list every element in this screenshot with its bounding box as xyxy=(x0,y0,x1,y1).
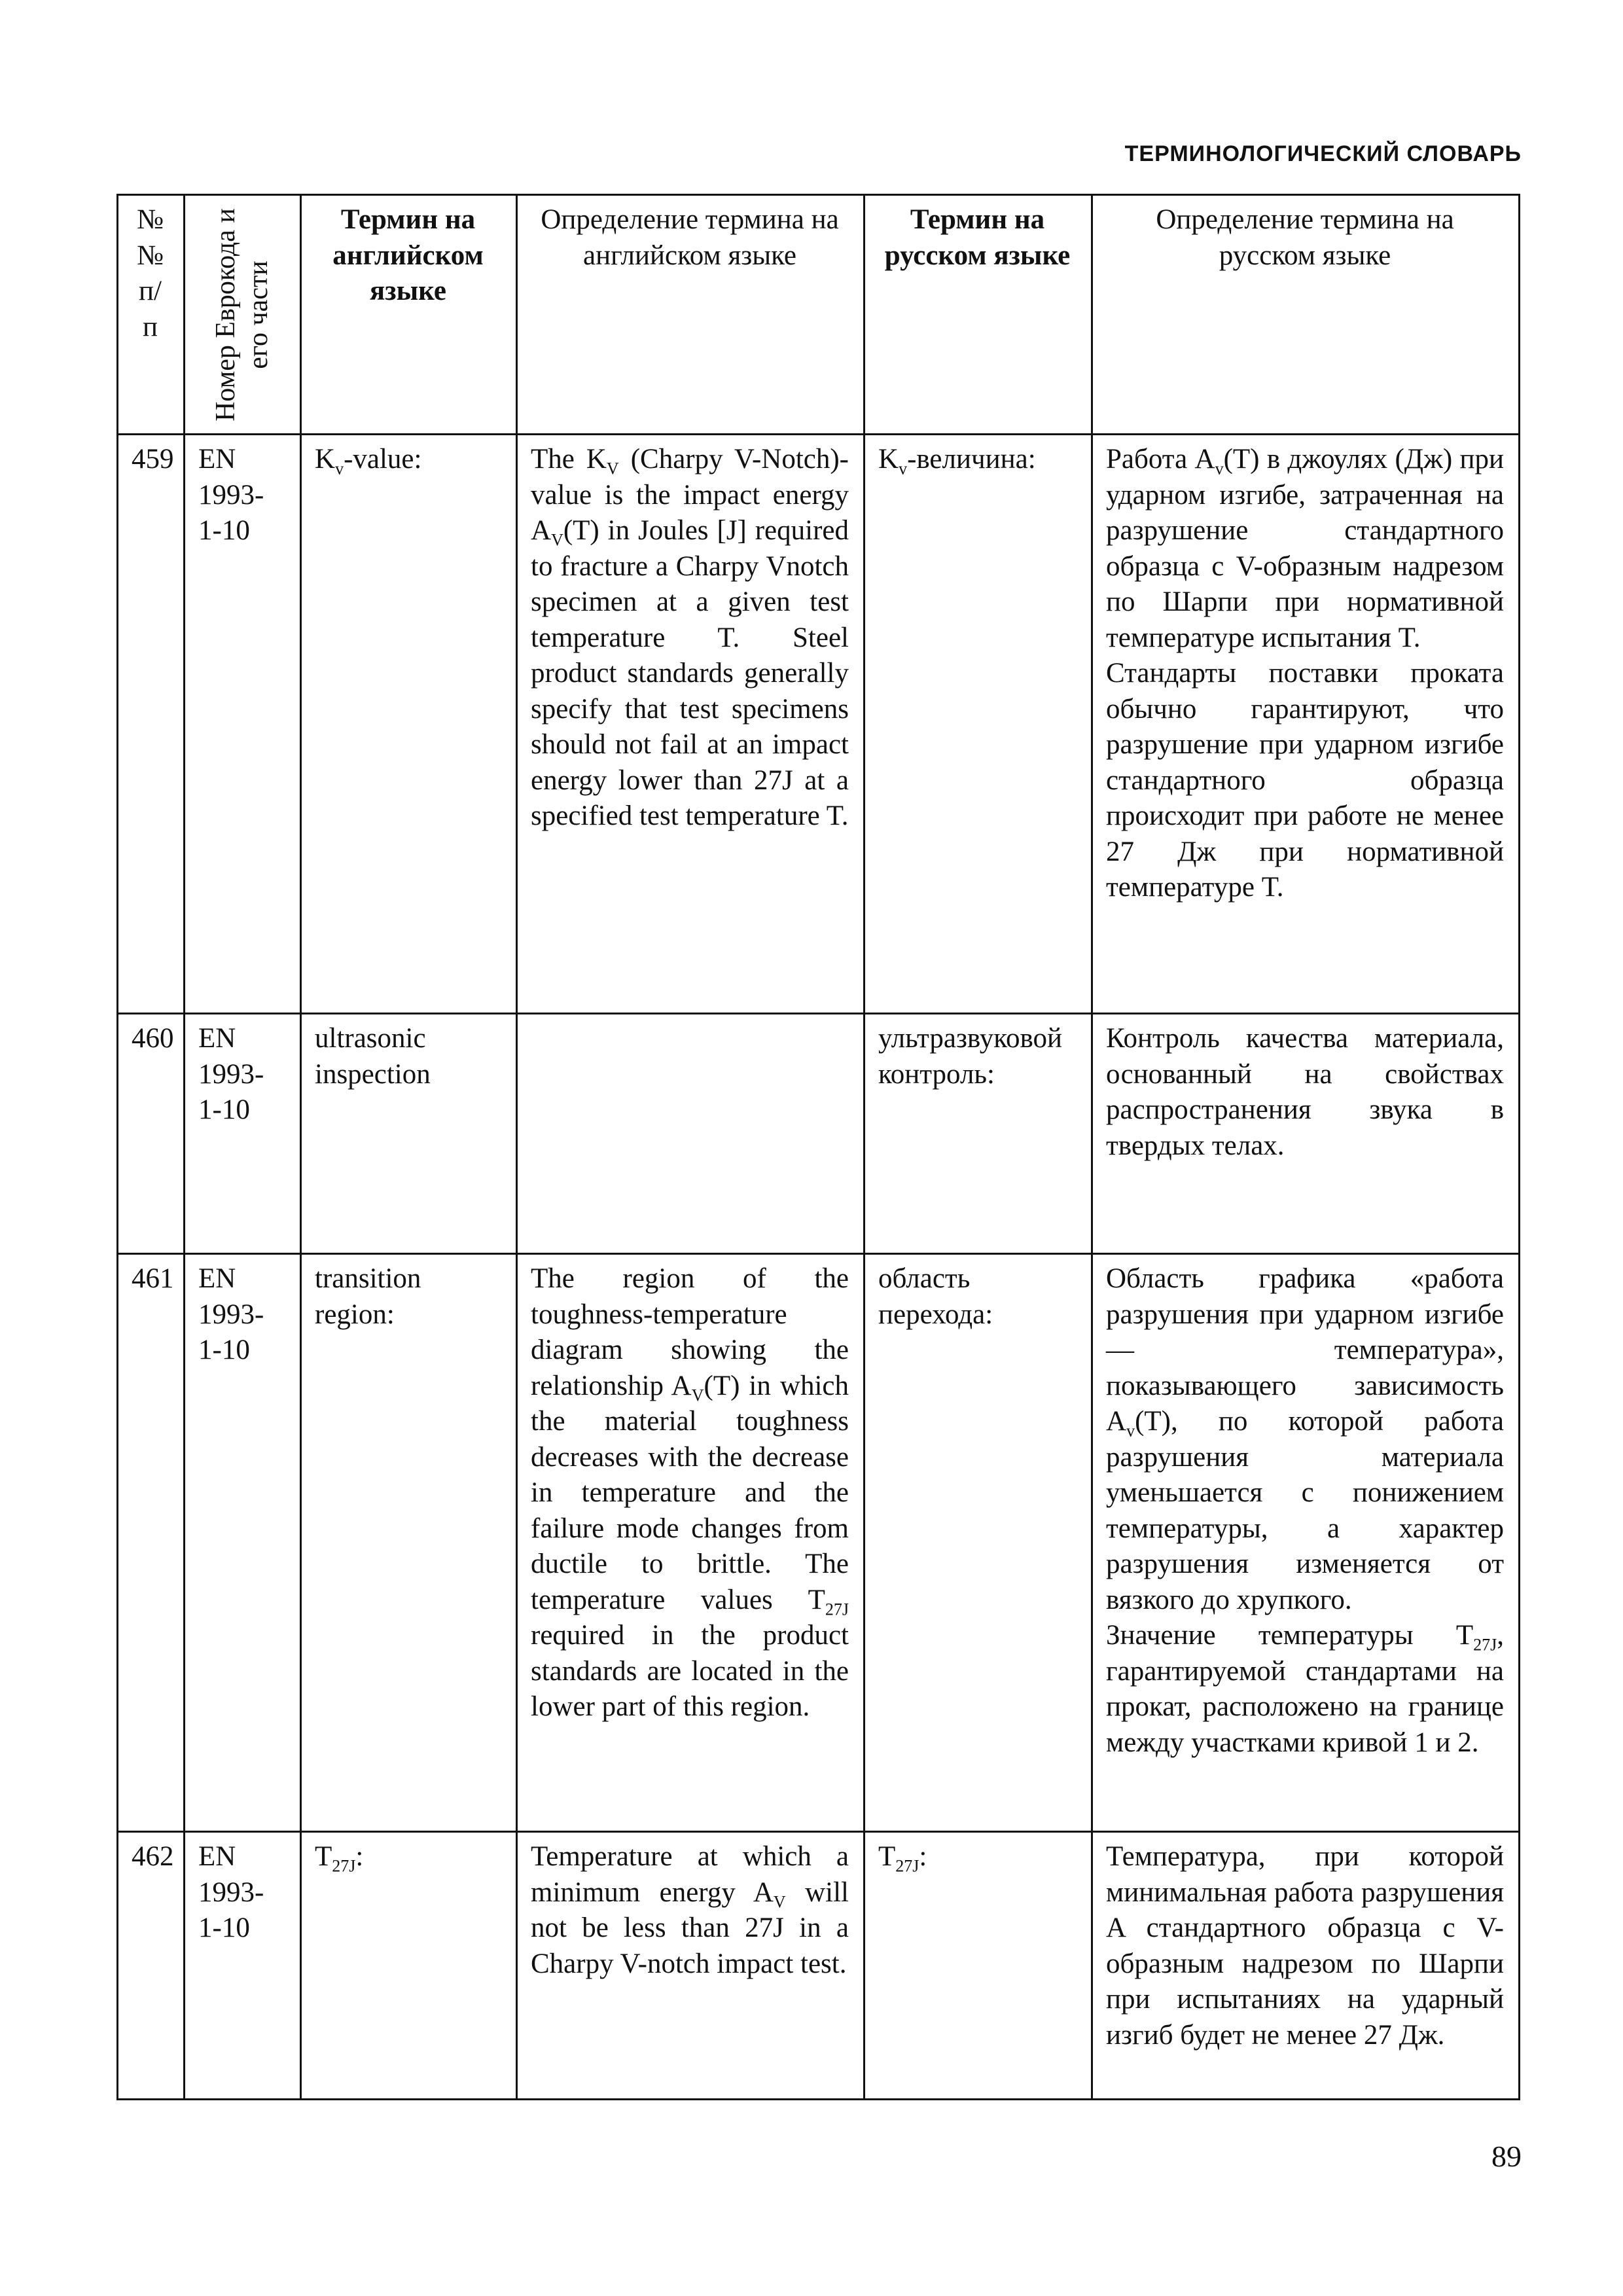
header-number: №№ п/п xyxy=(118,195,185,435)
eurocode-ref: EN 1993-1-10 xyxy=(185,1014,301,1254)
definition-en: The region of the toughness-temperature diagram showing the relationship $A_V(T)$ in which the material toughness decreases with the decrease in temperature and the failure mode changes from ductile to brittle. The temperature values $T_{27J}$ required in the product standards are located in the lower part of this region. xyxy=(517,1254,865,1832)
definition-en xyxy=(517,1014,865,1254)
definition-ru: Контроль качества материала, основанный на свойствах распространения звука в твердых телах. xyxy=(1092,1014,1520,1254)
term-ru: область перехода: xyxy=(865,1254,1092,1832)
eurocode-ref: EN 1993-1-10 xyxy=(185,1832,301,2100)
running-head: ТЕРМИНОЛОГИЧЕСКИЙ СЛОВАРЬ xyxy=(1124,141,1522,166)
page-number: 89 xyxy=(1491,2140,1522,2173)
entry-number: 459 xyxy=(118,435,185,1014)
entry-number: 462 xyxy=(118,1832,185,2100)
definition-ru: Область графика «работа разрушения при ударном изгибе — температура», показывающего зависимость $A_v(T)$, по которой работа разрушения материала уменьшается с понижением температуры, а характер разрушения изменяется от вязкого до хрупкого. Значение температуры $T_{27J}$, гарантируемой стандартами на прокат, расположено на границе между участками кривой 1 и 2. xyxy=(1092,1254,1520,1832)
term-ru: $T_{27J}$: xyxy=(865,1832,1092,2100)
table-header-row xyxy=(118,195,1520,435)
header-term-ru: Термин на русском языке xyxy=(865,195,1092,435)
term-ru: $K_v$-величина: xyxy=(865,435,1092,1014)
term-en: $K_v$-value: xyxy=(301,435,517,1014)
eurocode-ref: EN 1993-1-10 xyxy=(185,1254,301,1832)
table-row xyxy=(118,1014,1520,1254)
header-def-ru: Определение термина на русском языке xyxy=(1092,195,1520,435)
header-eurocode-label: Номер Еврокода и его части xyxy=(210,207,274,422)
eurocode-ref: EN 1993-1-10 xyxy=(185,435,301,1014)
header-term-en: Термин на английском языке xyxy=(301,195,517,435)
term-ru: ультразвуковой контроль: xyxy=(865,1014,1092,1254)
term-en: $T_{27J}$: xyxy=(301,1832,517,2100)
term-en: transition region: xyxy=(301,1254,517,1832)
entry-number: 461 xyxy=(118,1254,185,1832)
header-def-en: Определение термина на английском языке xyxy=(517,195,865,435)
table-row xyxy=(118,435,1520,1014)
glossary-table xyxy=(116,194,1520,2100)
definition-en: Temperature at which a minimum energy $A_V$ will not be less than 27J in a Charpy V-notch impact test. xyxy=(517,1832,865,2100)
term-en: ultrasonic inspection xyxy=(301,1014,517,1254)
header-eurocode xyxy=(185,195,301,435)
definition-en: The $K_V$ (Charpy V-Notch)-value is the impact energy $A_V(T)$ in Joules [J] required to fracture a Charpy Vnotch specimen at a given test temperature T. Steel product standards generally specify that test specimens should not fail at an impact energy lower than 27J at a specified test temperature T. xyxy=(517,435,865,1014)
table-row xyxy=(118,1254,1520,1832)
definition-ru: Работа $A_v(T)$ в джоулях (Дж) при ударном изгибе, затраченная на разрушение стандартного образца с V-образным надрезом по Шарпи при нормативной температуре испытания T. Стандарты поставки проката обычно гарантируют, что разрушение при ударном изгибе стандартного образца происходит при работе не менее 27 Дж при нормативной температуре T. xyxy=(1092,435,1520,1014)
entry-number: 460 xyxy=(118,1014,185,1254)
table-row xyxy=(118,1832,1520,2100)
definition-ru: Температура, при которой минимальная работа разрушения A стандартного образца с V-образным надрезом по Шарпи при испытаниях на ударный изгиб будет не менее 27 Дж. xyxy=(1092,1832,1520,2100)
